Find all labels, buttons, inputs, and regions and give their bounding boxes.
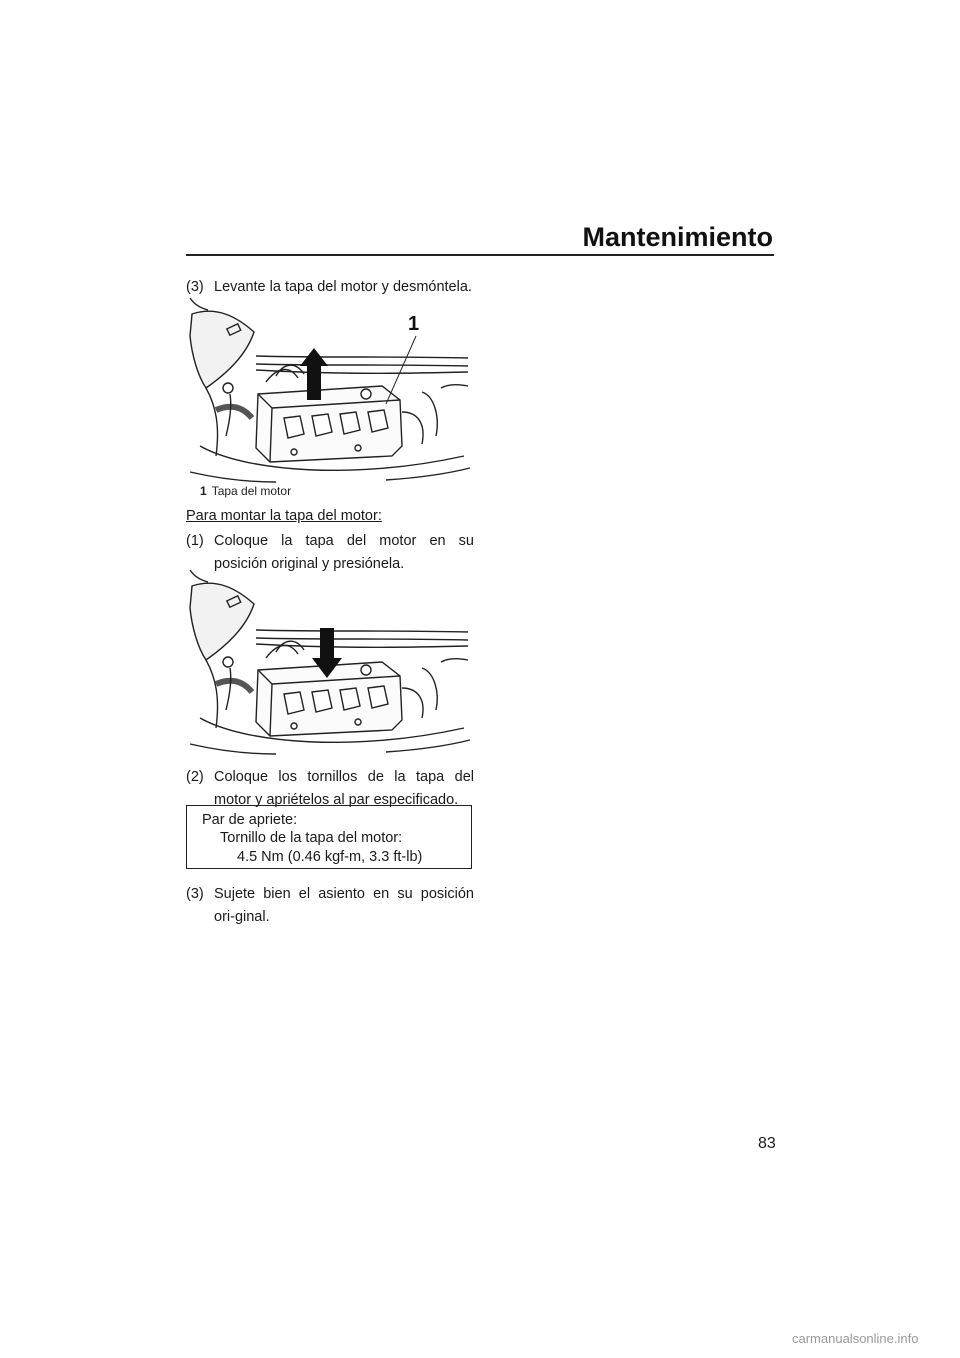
figure-caption (200, 484, 291, 498)
step-text: Levante la tapa del motor y desmóntela. (214, 279, 472, 295)
page-title: Mantenimiento (582, 222, 773, 252)
step-text: Coloque los tornillos de la tapa del motor y apriételos al par especificado. (214, 769, 474, 808)
torque-spec-box (186, 805, 472, 869)
caption-text: Tapa del motor (211, 484, 292, 498)
figure-install-cover (186, 568, 474, 758)
page-number: 83 (758, 1135, 776, 1152)
watermark: carmanualsonline.info (792, 1331, 919, 1346)
figure-remove-cover (186, 296, 474, 486)
spec-label: Par de apriete: (202, 812, 298, 828)
header-rule (186, 254, 774, 256)
step-text: Coloque la tapa del motor en su posición original y presiónela. (214, 533, 474, 572)
step-number: (2) (186, 769, 204, 785)
step-number: (1) (186, 533, 204, 549)
step-number: (3) (186, 886, 204, 902)
step-install-3 (186, 883, 474, 929)
spec-value: 4.5 Nm (0.46 kgf-m, 3.3 ft-lb) (237, 849, 423, 865)
engine-cover-press-illustration (186, 568, 474, 758)
figure-callout: 1 (408, 313, 420, 335)
section-heading-install: Para montar la tapa del motor: (186, 508, 382, 524)
step-number: (3) (186, 279, 204, 295)
step-text: Sujete bien el asiento en su posición ori-ginal. (214, 886, 474, 925)
spec-item: Tornillo de la tapa del motor: (220, 830, 403, 846)
engine-cover-lift-illustration (186, 296, 474, 486)
caption-number: 1 (200, 484, 207, 498)
